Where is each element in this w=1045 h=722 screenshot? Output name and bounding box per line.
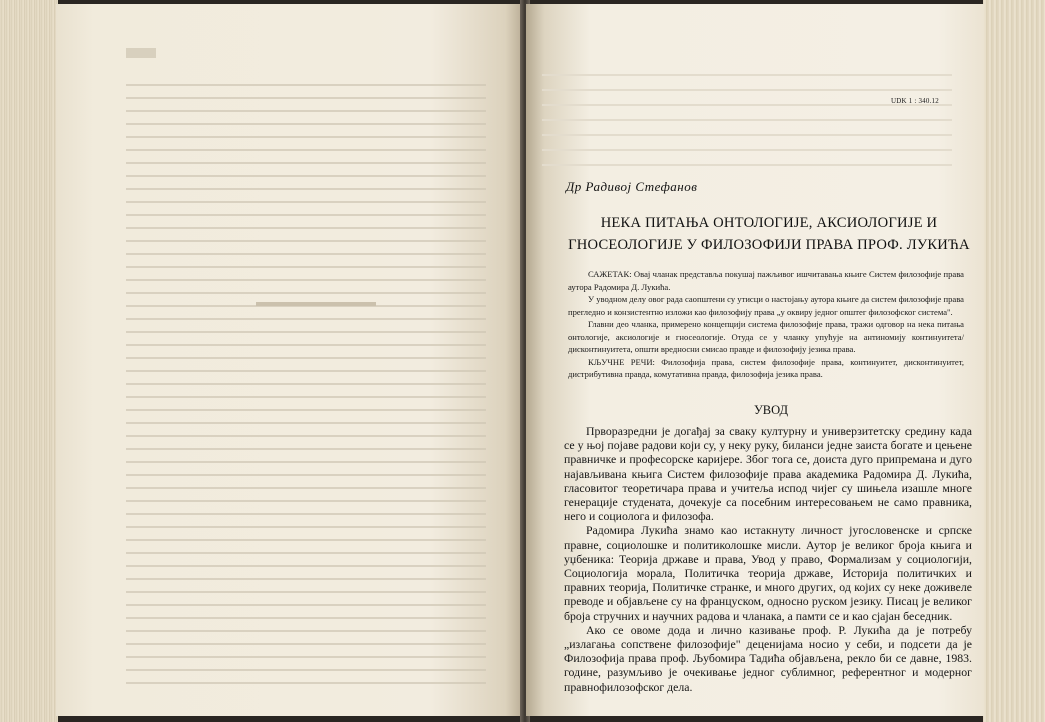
body-paragraph: Ако се овоме дода и лично казивање проф. Р. Лукића да је потребу „излагања сопствене филозофије" деценијама носио у себи, и подсети да је Филозофија права проф. Љубомира Тадића објављена, рекло би се давне, 1983. године, разумљиво је очекивање једног сублимног, референтног и модерног правнофилозофског дела. [564,622,972,694]
left-page-edges [0,0,58,722]
abstract-main: Главни део чланка, примерено концепцији система филозофије права, тражи одговор на нека питања онтологије, аксиологије и гносеологије. Отуда се у чланку упућује на антиномију континуитета/дисконтинуитета, општи вредносни смисао правде и филозофију језика права. [568,319,964,354]
body-paragraph: Радомира Лукића знамо као истакнуту личност југословенске и српске правне, социолошке и политиколошке мисли. Аутор је великог броја књига и уџбеника: Теорија државе и права, Увод у право, Формализам у социологији, Социологија морала, Политичка теорија државе, Историја политичких и правних теорија, Политичке странке, и много других, од којих су неке доживеле преводе и објављене су на француском, односно руском језику. Писац је великог броја стручних и научних радова и чланака, а памти се и као сјајан беседник. [564,523,972,623]
right-page-edges [983,0,1045,722]
right-show-through [542,74,952,179]
udk-code: UDK 1 : 340.12 [891,97,939,105]
abstract-keywords: КЉУЧНЕ РЕЧИ: Филозофија права, систем филозофије права, континуитет, дисконтинуитет, дистрибутивна правда, комутативна правда, филозофија језика права. [568,356,964,379]
abstract [568,268,964,381]
body-paragraph: Прворазредни је догађај за сваку културну и универзитетску средину када се у њој појаве радови који су, у неку руку, биланси једне заиста богате и цењене правничке и професорске каријере. Због тога се, доиста дуго припремана и дуго најављивана књига Систем филозофије права академика Радомира Д. Лукића, гласовитог теоретичара права и учитеља испод чијег су шињела изашле многе генерације студената, дочекује са посебним интересовањем не само правника, него и социолога и филозофа. [564,424,972,524]
section-heading: УВОД [753,403,789,417]
show-through-heading [256,302,376,306]
author-name: Др Радивој Стефанов [566,179,698,194]
abstract-summary: САЖЕТАК: Овај чланак представља покушај пажљивог ишчитавања књиге Систем филозофије права аутора Радомира Д. Лукића. [568,269,964,292]
article-title: НЕКА ПИТАЊА ОНТОЛОГИЈЕ, АКСИОЛОГИЈЕ И ГНОСЕОЛОГИЈЕ У ФИЛОЗОФИЈИ ПРАВА ПРОФ. ЛУКИЋА [568,215,970,253]
show-through-text [126,84,486,695]
show-through-page-number [126,48,156,58]
body-text [564,424,972,694]
abstract-intro: У уводном делу овог рада саопштени су утисци о настојању аутора књиге да систем филозофије права прегледно и конзистентно изложи као филозофију права „у оквиру једног општег филозофског система". [568,294,964,317]
right-page [526,4,984,716]
left-page [56,4,524,716]
